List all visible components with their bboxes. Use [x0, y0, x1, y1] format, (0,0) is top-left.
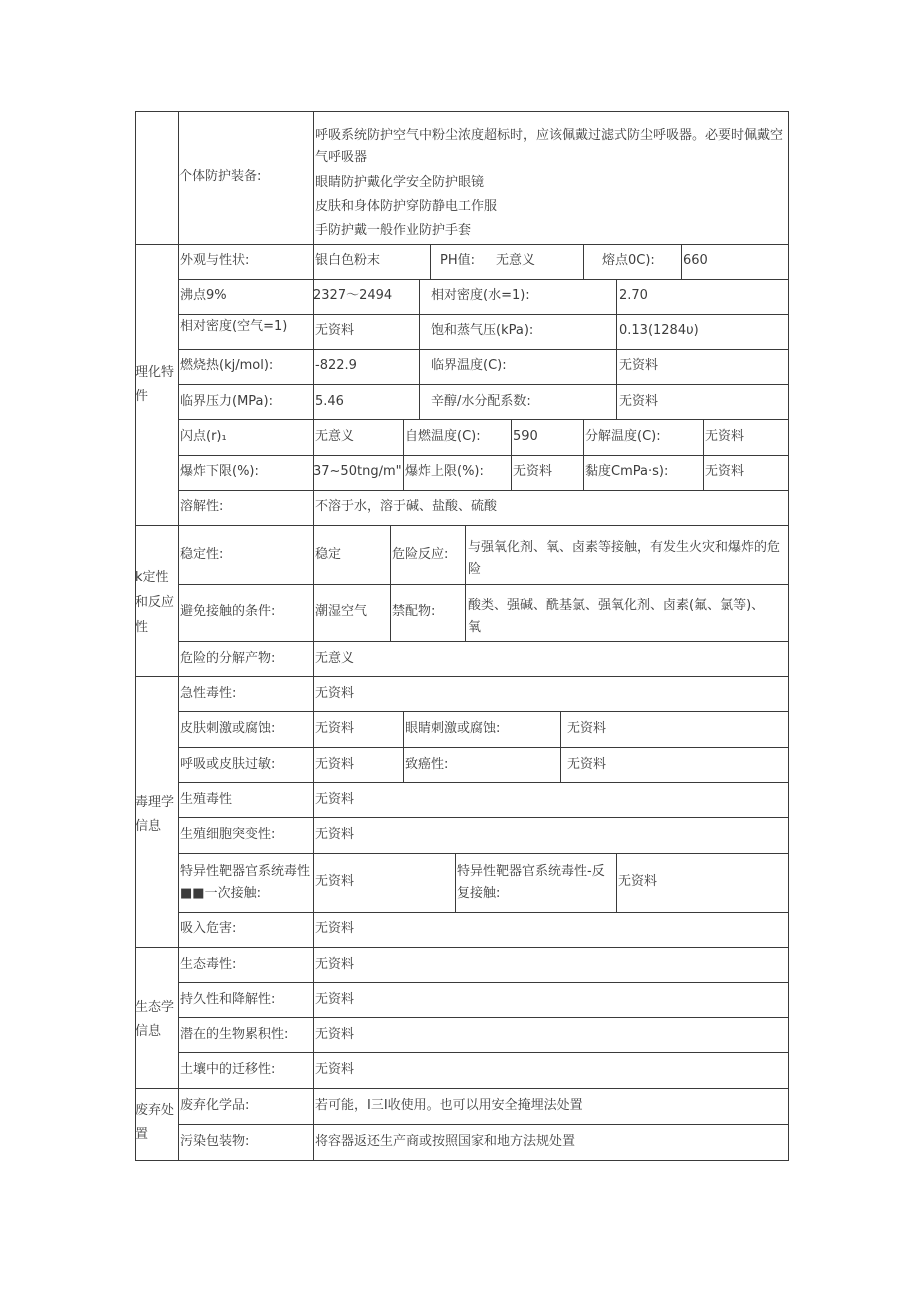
persistence-value: 无资料	[315, 992, 355, 1007]
ecotoxicity-value: 无资料	[315, 957, 355, 972]
aspiration-hazard-value: 无资料	[315, 921, 355, 936]
acute-toxicity-label: 急性毒性:	[180, 686, 237, 701]
rel-density-water-label: 相对密度(水=1):	[431, 288, 530, 303]
section-disposal: 废弃处置	[135, 1103, 175, 1142]
critical-temp-value: 无资料	[619, 358, 659, 373]
combustion-heat-label: 燃烧热(kj/mol):	[180, 358, 274, 373]
ppe-hand: 手防护戴一般作业防护手套	[315, 223, 472, 238]
avoid-conditions-label: 避免接触的条件:	[180, 604, 276, 619]
contaminated-packaging-label: 污染包装物:	[180, 1134, 250, 1149]
critical-temp-label: 临界温度(C):	[431, 358, 507, 373]
incompatible-materials-label: 禁配物:	[392, 604, 436, 619]
viscosity-value: 无资料	[705, 464, 745, 479]
hazardous-reaction-value: 与强氧化剂、氧、卤素等接触，有发生火灾和爆炸的危险	[468, 540, 781, 577]
decomposition-products-label: 危险的分解产物:	[180, 651, 276, 666]
upper-explosive-limit-value: 无资料	[513, 464, 553, 479]
boiling-point-value: 2327～2494	[313, 288, 393, 303]
ppe-skin: 皮肤和身体防护穿防静电工作服	[315, 199, 498, 214]
boiling-point-label: 沸点9%	[180, 288, 227, 303]
ph-value: 无意义	[496, 253, 536, 268]
vapor-pressure-label: 饱和蒸气压(kPa):	[431, 323, 534, 338]
soil-mobility-label: 土壤中的迁移性:	[180, 1062, 276, 1077]
autoignition-label: 自燃温度(C):	[405, 429, 481, 444]
rel-density-water-value: 2.70	[619, 288, 648, 303]
sensitization-value: 无资料	[315, 757, 355, 772]
ppe-respiratory: 呼吸系统防护空气中粉尘浓度超标时，应该佩戴过滤式防尘呼吸器。必要时佩戴空气呼吸器	[315, 128, 784, 165]
flash-point-value: 无意义	[315, 429, 355, 444]
eye-irritation-label: 眼睛刺激或腐蚀:	[405, 721, 501, 736]
lower-explosive-limit-label: 爆炸下限(%):	[180, 464, 259, 479]
melting-point-value: 660	[683, 253, 708, 268]
bioaccumulation-label: 潜在的生物累积性:	[180, 1027, 289, 1042]
rel-density-air-label: 相对密度(空气=1)	[180, 319, 288, 334]
eye-irritation-value: 无资料	[567, 721, 607, 736]
rel-density-air-value: 无资料	[315, 323, 355, 338]
decomposition-products-value: 无意义	[315, 651, 355, 666]
appearance-label: 外观与性状:	[180, 253, 250, 268]
decomposition-temp-value: 无资料	[705, 429, 745, 444]
critical-pressure-value: 5.46	[315, 394, 344, 409]
section-physical: 理化特件	[135, 365, 175, 404]
ppe-eye: 眼睛防护戴化学安全防护眼镜	[315, 175, 485, 190]
section-stability-line2: 和反应	[135, 595, 175, 610]
solubility-label: 溶解性:	[180, 499, 224, 514]
lower-explosive-limit-value: 37~50tng∕m"	[313, 464, 402, 479]
stability-label: 稳定性:	[180, 547, 224, 562]
autoignition-value: 590	[513, 429, 538, 444]
carcinogenicity-label: 致癌性:	[405, 757, 449, 772]
stot-single-label: 特异性靶器官系统毒性■■一次接触:	[180, 864, 311, 901]
hazardous-reaction-label: 危险反应:	[392, 547, 449, 562]
skin-corrosion-value: 无资料	[315, 721, 355, 736]
contaminated-packaging-value: 将容器返还生产商或按照国家和地方法规处置	[315, 1134, 576, 1149]
octanol-water-value: 无资料	[619, 394, 659, 409]
persistence-label: 持久性和降解性:	[180, 992, 276, 1007]
ppe-label: 个体防护装备:	[179, 169, 262, 184]
melting-point-label: 熔点0C):	[602, 253, 655, 268]
stot-repeated-label: 特异性靶器官系统毒性-反复接触:	[457, 864, 605, 901]
stability-value: 稳定	[315, 547, 342, 562]
carcinogenicity-value: 无资料	[567, 757, 607, 772]
reproductive-toxicity-value: 无资料	[315, 792, 355, 807]
sensitization-label: 呼吸或皮肤过敏:	[180, 757, 276, 772]
octanol-water-label: 辛醇/水分配系数:	[431, 394, 531, 409]
appearance-value: 银白色粉末	[315, 253, 381, 268]
waste-chemical-value: 若可能，I三I收使用。也可以用安全掩埋法处置	[315, 1098, 583, 1113]
critical-pressure-label: 临界压力(MPa):	[180, 394, 273, 409]
ecotoxicity-label: 生态毒性:	[180, 957, 237, 972]
section-stability-line3: 性	[135, 620, 149, 635]
skin-corrosion-label: 皮肤刺激或腐蚀:	[180, 721, 276, 736]
reproductive-toxicity-label: 生殖毒性	[180, 792, 233, 807]
combustion-heat-value: -822.9	[315, 358, 357, 373]
mutagenicity-label: 生殖细胞突变性:	[180, 827, 276, 842]
vapor-pressure-value: 0.13(1284υ)	[619, 323, 699, 338]
acute-toxicity-value: 无资料	[315, 686, 355, 701]
ph-label: PH值:	[440, 253, 475, 268]
section-toxicology: 毒理学信息	[135, 795, 175, 834]
section-stability-line1: k定性	[135, 570, 169, 585]
flash-point-label: 闪点(r)₁	[180, 429, 227, 444]
avoid-conditions-value: 潮湿空气	[315, 604, 368, 619]
soil-mobility-value: 无资料	[315, 1062, 355, 1077]
stot-repeated-value: 无资料	[618, 874, 658, 889]
section-ecology: 生态学信息	[135, 1000, 175, 1039]
viscosity-label: 黏度CmPa·s):	[585, 464, 669, 479]
mutagenicity-value: 无资料	[315, 827, 355, 842]
msds-table	[135, 111, 789, 1161]
upper-explosive-limit-label: 爆炸上限(%):	[405, 464, 484, 479]
bioaccumulation-value: 无资料	[315, 1027, 355, 1042]
solubility-value: 不溶于水，溶于碱、盐酸、硫酸	[315, 499, 498, 514]
incompatible-materials-value: 酸类、强碱、酰基氯、强氧化剂、卤素(氟、氯等)、氧	[468, 598, 765, 635]
decomposition-temp-label: 分解温度(C):	[585, 429, 661, 444]
waste-chemical-label: 废弃化学品:	[180, 1098, 250, 1113]
stot-single-value: 无资料	[315, 874, 355, 889]
aspiration-hazard-label: 吸入危害:	[180, 921, 237, 936]
